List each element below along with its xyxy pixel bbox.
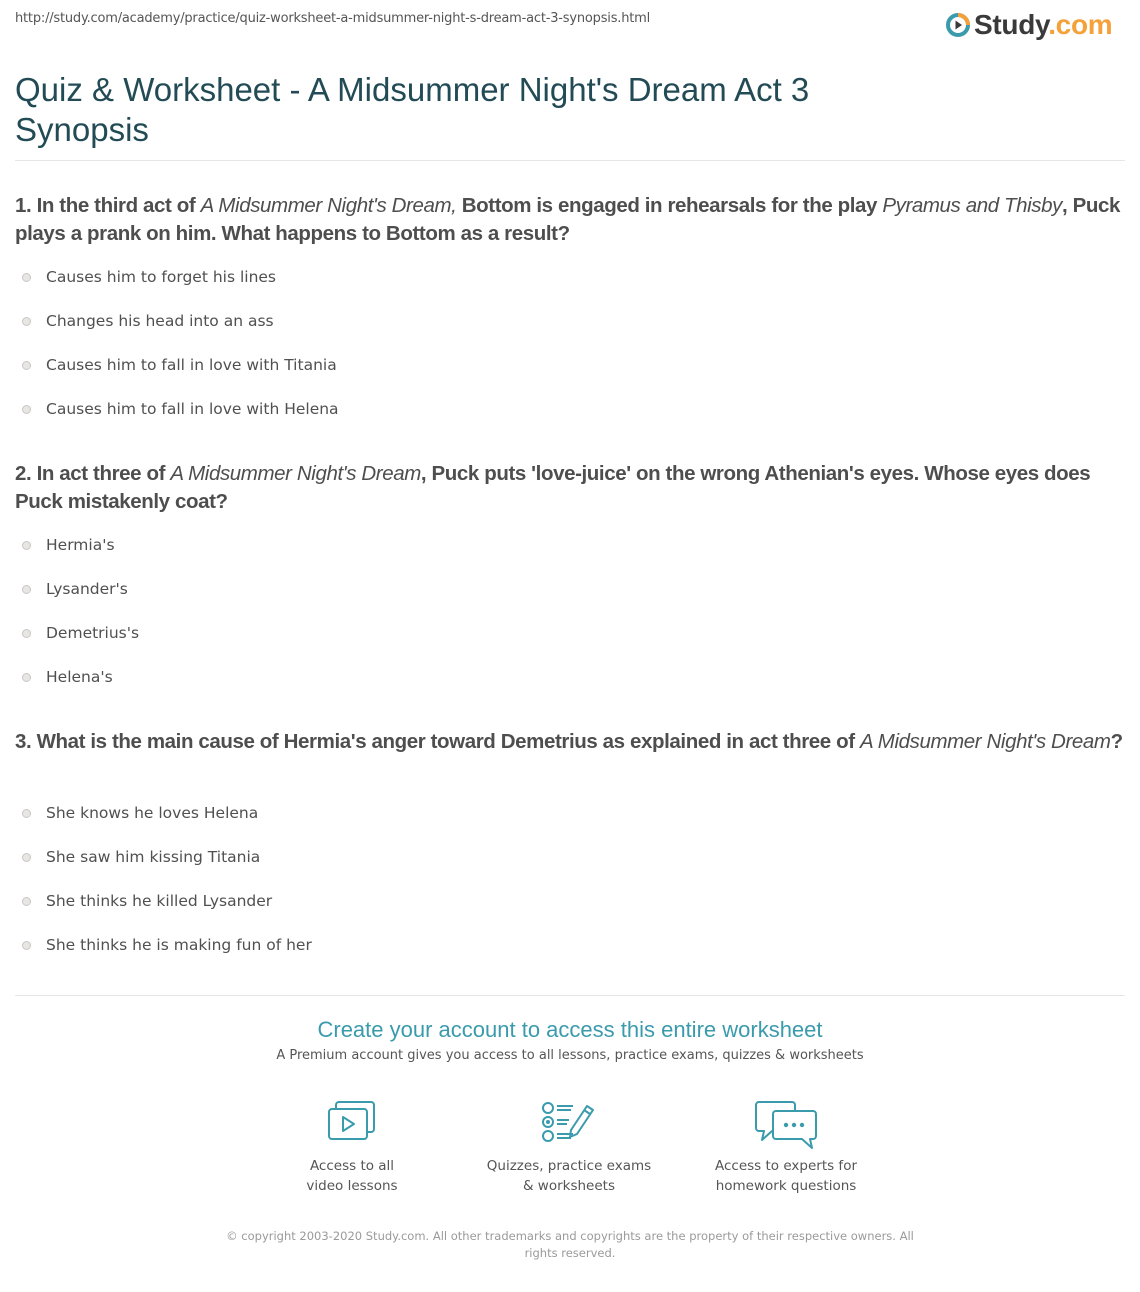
answer-option[interactable] xyxy=(22,923,312,967)
radio-button-icon[interactable] xyxy=(22,317,31,326)
answer-label: She thinks he is making fun of her xyxy=(46,936,312,954)
question-text: ? xyxy=(1110,730,1123,753)
play-circle-logo-icon xyxy=(945,12,971,38)
video-lessons-icon xyxy=(326,1100,378,1144)
radio-button-icon[interactable] xyxy=(22,853,31,862)
question-italic-text: Pyramus and Thisby xyxy=(882,194,1062,217)
feature-experts xyxy=(686,1100,886,1196)
answer-option[interactable] xyxy=(22,299,339,343)
answer-label: Helena's xyxy=(46,668,113,686)
chat-bubbles-icon xyxy=(754,1100,818,1150)
logo-wordmark xyxy=(974,9,1112,41)
radio-button-icon[interactable] xyxy=(22,361,31,370)
cta-subtitle: A Premium account gives you access to all lessons, practice exams, quizzes & worksheets xyxy=(276,1048,864,1063)
copyright-notice: © copyright 2003-2020 Study.com. All other trademarks and copyrights are the property of their respective owners. All rights reserved. xyxy=(226,1229,914,1260)
answers-3 xyxy=(22,791,312,967)
question-italic-text: A Midsummer Night's Dream xyxy=(170,462,421,485)
radio-button-icon[interactable] xyxy=(22,541,31,550)
feature-line: & worksheets xyxy=(522,1178,615,1194)
feature-text xyxy=(686,1156,886,1196)
feature-text xyxy=(252,1156,452,1196)
page-url: http://study.com/academy/practice/quiz-worksheet-a-midsummer-night-s-dream-act-3-synopsis.html xyxy=(15,11,651,26)
question-text: , Puck puts 'love-juice' on the wrong Athenian's eyes. Whose eyes does Puck mistakenly coat? xyxy=(15,462,1091,513)
answer-label: She saw him kissing Titania xyxy=(46,848,261,866)
answer-option[interactable] xyxy=(22,611,139,655)
logo-tld: .com xyxy=(1048,9,1113,40)
answer-option[interactable] xyxy=(22,343,339,387)
question-text: In the third act of xyxy=(36,194,201,217)
radio-button-icon[interactable] xyxy=(22,673,31,682)
question-text: , Puck plays a prank on him. What happens to Bottom as a result? xyxy=(15,194,1120,245)
answer-option[interactable] xyxy=(22,879,312,923)
answers-2 xyxy=(22,523,139,699)
answer-label: Causes him to forget his lines xyxy=(46,268,277,286)
answer-label: Causes him to fall in love with Helena xyxy=(46,400,339,418)
answer-label: Causes him to fall in love with Titania xyxy=(46,356,337,374)
answer-option[interactable] xyxy=(22,255,339,299)
answer-option[interactable] xyxy=(22,387,339,431)
question-text: In act three of xyxy=(36,462,171,485)
feature-line: homework questions xyxy=(715,1178,857,1194)
question-italic-text: A Midsummer Night's Dream, xyxy=(200,194,457,217)
answer-label: Demetrius's xyxy=(46,624,140,642)
feature-video-lessons xyxy=(252,1100,452,1196)
feature-line: Access to experts for xyxy=(714,1158,857,1174)
cta-divider xyxy=(15,995,1125,996)
question-2 xyxy=(15,460,1125,516)
logo-name: Study xyxy=(974,9,1049,40)
answer-option[interactable] xyxy=(22,655,139,699)
question-italic-text: A Midsummer Night's Dream xyxy=(859,730,1111,753)
question-number: 3. xyxy=(15,730,32,753)
feature-line: Access to all xyxy=(309,1158,395,1174)
answer-option[interactable] xyxy=(22,523,139,567)
question-number: 2. xyxy=(15,462,32,485)
feature-quizzes xyxy=(469,1100,669,1196)
radio-button-icon[interactable] xyxy=(22,629,31,638)
radio-button-icon[interactable] xyxy=(22,897,31,906)
answer-option[interactable] xyxy=(22,791,312,835)
page-title: Quiz & Worksheet - A Midsummer Night's Dream Act 3 Synopsis xyxy=(15,71,810,148)
answer-option[interactable] xyxy=(22,567,139,611)
quiz-checklist-icon xyxy=(541,1100,597,1144)
answer-label: She knows he loves Helena xyxy=(46,804,259,822)
radio-button-icon[interactable] xyxy=(22,809,31,818)
radio-button-icon[interactable] xyxy=(22,273,31,282)
answer-label: She thinks he killed Lysander xyxy=(46,892,273,910)
question-number: 1. xyxy=(15,194,32,217)
answer-option[interactable] xyxy=(22,835,312,879)
study-logo[interactable] xyxy=(945,9,1112,41)
question-1 xyxy=(15,192,1125,248)
feature-line: Quizzes, practice exams xyxy=(486,1158,652,1174)
answer-label: Hermia's xyxy=(46,536,115,554)
question-text: Bottom is engaged in rehearsals for the play xyxy=(456,194,883,217)
answers-1 xyxy=(22,255,339,431)
question-text: What is the main cause of Hermia's anger toward Demetrius as explained in act three of xyxy=(36,730,860,753)
answer-label: Changes his head into an ass xyxy=(46,312,274,330)
title-divider xyxy=(15,160,1125,161)
feature-text xyxy=(469,1156,669,1196)
radio-button-icon[interactable] xyxy=(22,405,31,414)
radio-button-icon[interactable] xyxy=(22,941,31,950)
answer-label: Lysander's xyxy=(46,580,128,598)
feature-line: video lessons xyxy=(306,1178,398,1194)
cta-title[interactable]: Create your account to access this entire worksheet xyxy=(317,1017,823,1042)
question-3 xyxy=(15,728,1125,756)
radio-button-icon[interactable] xyxy=(22,585,31,594)
